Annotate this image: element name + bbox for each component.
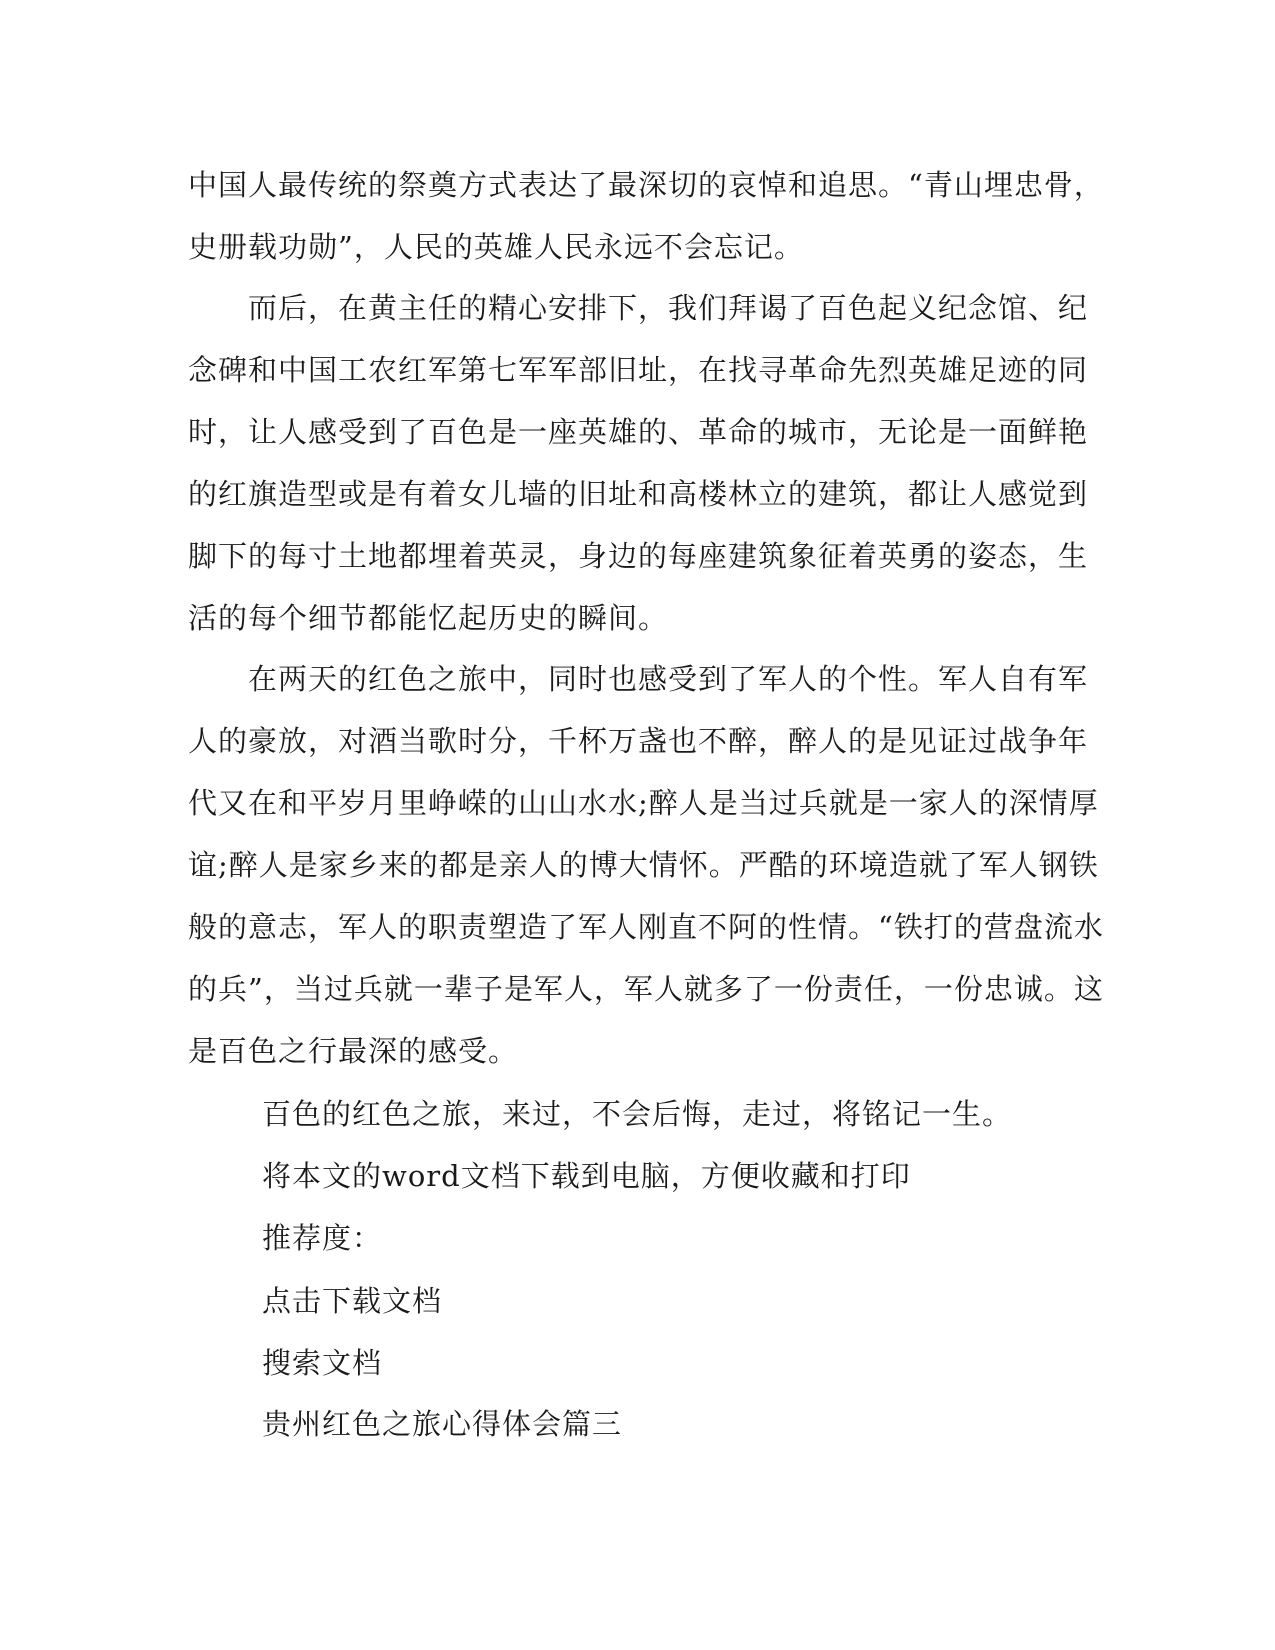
- paragraph-1: [188, 154, 1104, 278]
- text-line: 时，让人感受到了百色是一座英雄的、革命的城市，无论是一面鲜艳: [188, 415, 1089, 449]
- text-line: 活的每个细节都能忆起历史的瞬间。: [188, 601, 669, 635]
- text-line: 而后，在黄主任的精心安排下，我们拜谒了百色起义纪念馆、纪: [188, 291, 1089, 325]
- text-line: 般的意志，军人的职责塑造了军人刚直不阿的性情。“铁打的营盘流水: [188, 910, 1104, 944]
- text-line: 在两天的红色之旅中，同时也感受到了军人的个性。军人自有军: [188, 662, 1089, 696]
- download-note: 将本文的word文档下载到电脑，方便收藏和打印: [262, 1159, 911, 1193]
- paragraph-3: [188, 648, 1104, 1082]
- text-line: 是百色之行最深的感受。: [188, 1034, 519, 1068]
- search-document-link[interactable]: 搜索文档: [262, 1346, 383, 1380]
- text-line: 人的豪放，对酒当歌时分，千杯万盏也不醉，醉人的是见证过战争年: [188, 724, 1089, 758]
- text-line: 的红旗造型或是有着女儿墙的旧址和高楼林立的建筑，都让人感觉到: [188, 477, 1089, 511]
- text-line: 脚下的每寸土地都埋着英灵，身边的每座建筑象征着英勇的姿态，生: [188, 539, 1089, 573]
- text-line: 的兵”，当过兵就一辈子是军人，军人就多了一份责任，一份忠诚。这: [188, 972, 1104, 1006]
- text-line: 中国人最传统的祭奠方式表达了最深切的哀悼和追思。“青山埋忠骨，: [188, 168, 1104, 202]
- download-document-link[interactable]: 点击下载文档: [262, 1284, 443, 1318]
- next-article-title: 贵州红色之旅心得体会篇三: [262, 1407, 623, 1441]
- text-line: 念碑和中国工农红军第七军军部旧址，在找寻革命先烈英雄足迹的同: [188, 353, 1089, 387]
- text-line: 谊;醉人是家乡来的都是亲人的博大情怀。严酷的环境造就了军人钢铁: [188, 848, 1099, 882]
- closing-sentence: 百色的红色之旅，来过，不会后悔，走过，将铭记一生。: [262, 1097, 1013, 1131]
- text-line: 史册载功勋”，人民的英雄人民永远不会忘记。: [188, 230, 804, 264]
- rating-label: 推荐度：: [262, 1221, 383, 1255]
- paragraph-2: [188, 277, 1089, 649]
- text-line: 代又在和平岁月里峥嵘的山山水水;醉人是当过兵就是一家人的深情厚: [188, 786, 1099, 820]
